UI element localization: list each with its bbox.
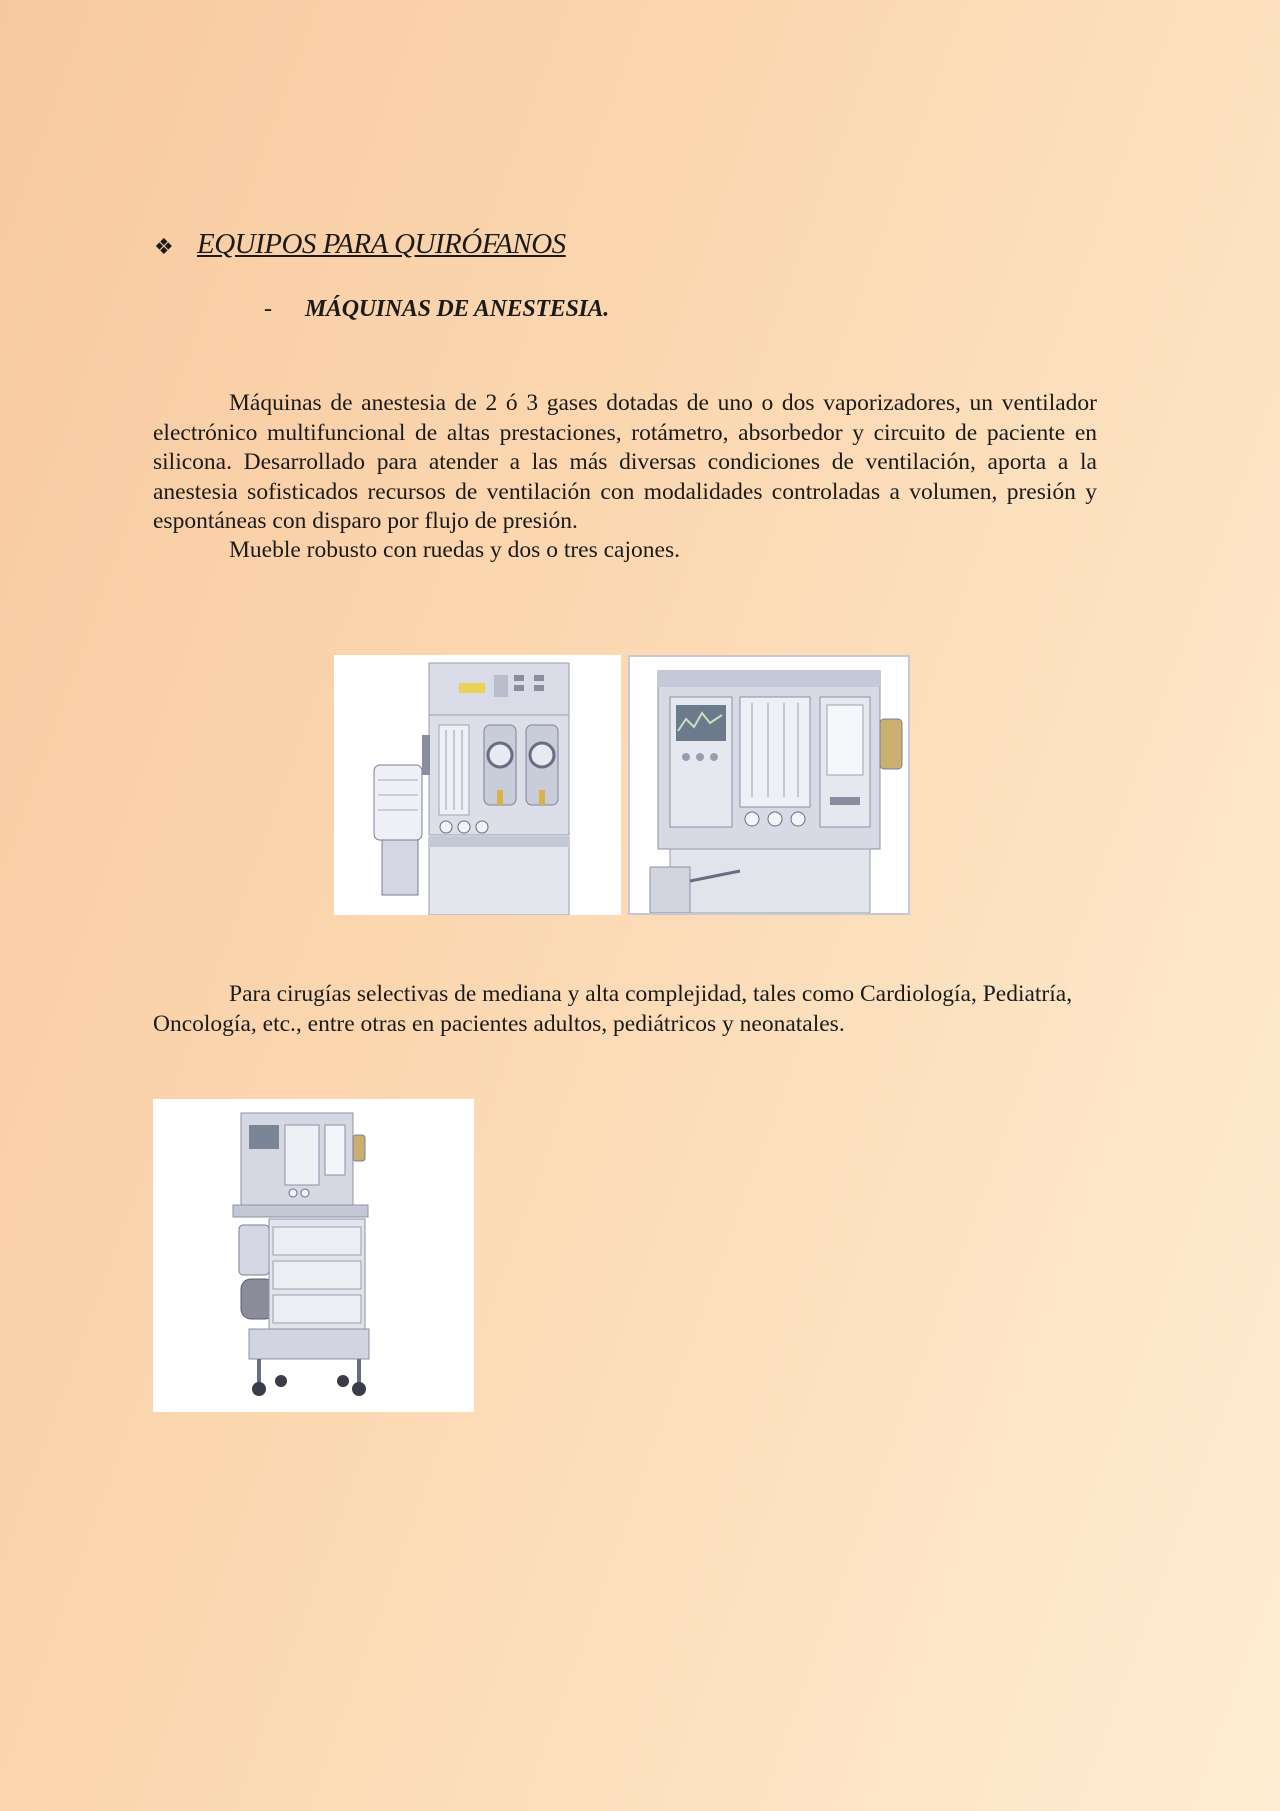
section-title: EQUIPOS PARA QUIRÓFANOS — [197, 228, 566, 260]
anesthesia-machine-panel-photo — [628, 655, 910, 915]
paragraph-furniture: Mueble robusto con ruedas y dos o tres cajones. — [229, 537, 680, 563]
subsection-dash: - — [264, 296, 272, 322]
diamond-bullet-icon: ❖ — [154, 234, 174, 259]
anesthesia-machine-front-photo — [334, 655, 621, 915]
anesthesia-machine-cart-photo — [153, 1099, 474, 1412]
paragraph-description: Máquinas de anestesia de 2 ó 3 gases dotadas de uno o dos vaporizadores, un ventilador electrónico multifuncional de altas prestaciones, rotámetro, absorbedor y circuito de paciente en silicona. Desarrollado para atender a las más diversas condiciones de ventilación, aporta a la anestesia sofisticados recursos de ventilación con modalidades controladas a volumen, presión y espontáneas con disparo por flujo de presión. — [153, 390, 1097, 534]
subsection-title: MÁQUINAS DE ANESTESIA. — [305, 296, 609, 322]
paragraph-applications: Para cirugías selectivas de mediana y alta complejidad, tales como Cardiología, Pediatría, Oncología, etc., entre otras en pacientes adultos, pediátricos y neonatales. — [153, 981, 1073, 1037]
